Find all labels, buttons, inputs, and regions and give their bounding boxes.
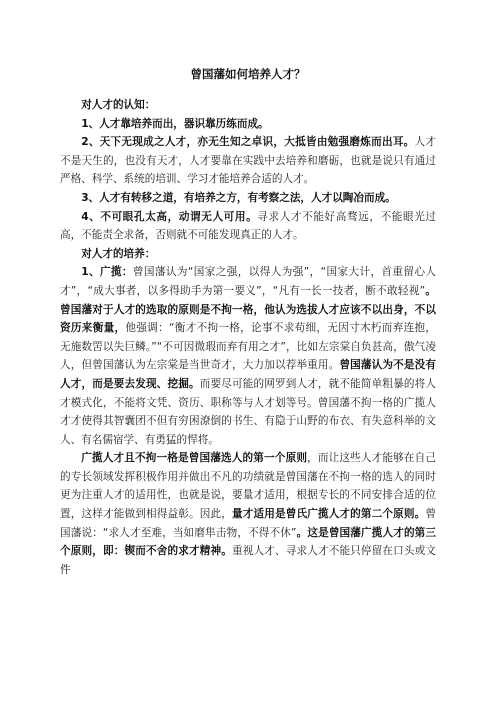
paragraph-point-3 bbox=[60, 189, 436, 208]
paragraph-cultivation-heading bbox=[60, 245, 436, 264]
text-run: 对人才的培养： bbox=[81, 247, 156, 260]
text-run: 量才适用是曾氏广揽人才的第二个原则。 bbox=[231, 508, 426, 521]
text-run: 重视人才、寻求人才不能只停留在口头或文件 bbox=[60, 545, 437, 576]
text-run: 。曾国藩对于人才的选取的原则是不拘一格，他认为选拔人才应该不以出身，不以资历来衡量， bbox=[60, 284, 436, 335]
text-run: 曾国藩说：“求人才至难，当如磨隼击物，不得不休” bbox=[60, 508, 437, 539]
text-run: 4、不可眼孔太高，动谓无人可用。 bbox=[81, 210, 258, 223]
page-title: 曾国藩如何培养人才？ bbox=[190, 67, 306, 81]
paragraph-point-2 bbox=[60, 133, 436, 189]
text-run: 他强调：“衡才不拘一格，论事不求苟细，无因寸木朽而弃连抱，无施数罟以失巨鳞。”“不可因微瑕而弃有用之才”，比如左宗棠自负甚高，傲气凌人，但曾国藩认为左宗棠是当世奇才，大力加以荐举重用。 bbox=[60, 322, 436, 372]
text-run: 人才不是天生的，也没有天才，人才要靠在实践中去培养和磨砺，也就是说只有通过严格、科学、系统的培训、学习才能培养合适的人才。 bbox=[60, 136, 436, 186]
text-run: 曾国藩认为不是没有人才，而是要去发现、挖掘。 bbox=[60, 359, 437, 390]
text-run: 广揽人才且不拘一格是曾国藩选人的第一个原则 bbox=[81, 452, 308, 465]
paragraph-point-4 bbox=[60, 208, 436, 245]
text-run: 寻求人才不能好高骛远，不能眼光过高，不能责全求备，否则就不可能发现真正的人才。 bbox=[60, 210, 437, 242]
text-run: 而要尽可能的网罗到人才，就不能简单粗暴的将人才模式化，不能将文凭、资历、职称等与人才划等号。曾国藩不拘一格的广揽人才才使得其智囊团不但有穷困潦倒的书生、有隐于山野的布衣、有失意科举的文人、有名儒宿学、有勇猛的悍将。 bbox=[60, 377, 437, 446]
paragraph-understanding-heading bbox=[60, 96, 436, 115]
text-run: 1、广揽： bbox=[81, 266, 133, 279]
text-run: 2、天下无现成之人才，亦无生知之卓识，大抵皆由勉强磨炼而出耳。 bbox=[81, 136, 415, 149]
text-run: 1、人才靠培养而出，器识靠历练而成。 bbox=[81, 117, 269, 130]
paragraph-recruit bbox=[60, 263, 436, 449]
text-run: 对人才的认知： bbox=[81, 99, 156, 111]
text-run: 曾国藩认为“国家之强，以得人为强”，“国家大计，首重留心人才”，“成大事者，以多得助手为第一要义”，“凡有一长一技者，断不敢轻视” bbox=[60, 266, 437, 297]
text-run: 3、人才有转移之道，有培养之方，有考察之法，人才以陶冶而成。 bbox=[81, 191, 396, 204]
paragraph-principles bbox=[60, 449, 436, 579]
text-run: ，而让这些人才能够在自己的专长领域发挥积极作用并做出不凡的功绩就是曾国藩在不拘一格的选人的同时更为注重人才的适用性，也就是说，要量才适用，根据专长的不同安排合适的位置，这样才能做到相得益彰。因此， bbox=[60, 452, 437, 521]
paragraph-point-1 bbox=[60, 115, 436, 134]
text-run: 。这是曾国藩广揽人才的第三个原则，即：锲而不舍的求才精神。 bbox=[60, 526, 436, 558]
